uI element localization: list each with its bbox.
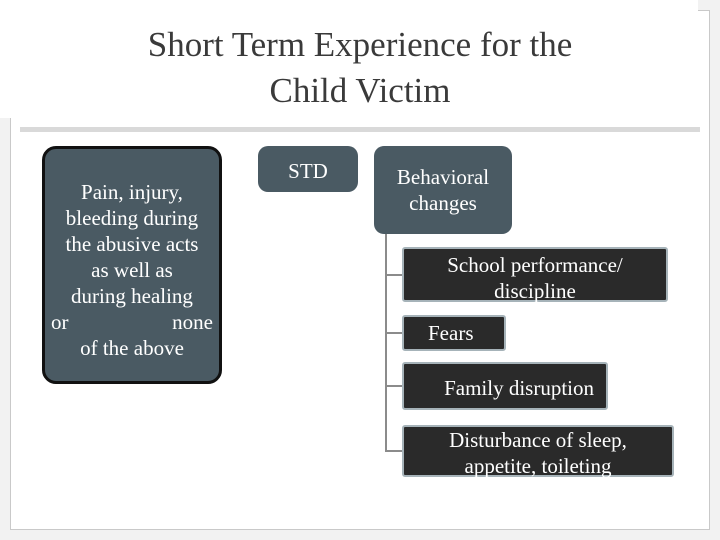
- std-box: [258, 146, 358, 192]
- fears-label: Fears: [428, 321, 474, 345]
- sleep-line-2: appetite, toileting: [464, 454, 612, 478]
- family-label: Family disruption: [444, 376, 594, 400]
- connector-fears: [385, 332, 402, 334]
- pain-line-6: [45, 309, 219, 335]
- pain-line-4: as well as: [91, 258, 173, 282]
- behavioral-changes-box: [374, 146, 512, 234]
- behavioral-line-1: Behavioral: [396, 165, 490, 189]
- pain-line-2: bleeding during: [65, 206, 199, 230]
- connector-sleep: [385, 450, 402, 452]
- behavioral-line-2: changes: [409, 191, 477, 215]
- title-divider: [20, 127, 700, 132]
- pain-line-7: of the above: [80, 336, 184, 360]
- pain-line-1: Pain, injury,: [81, 180, 183, 204]
- family-disruption-box: [402, 362, 608, 410]
- connector-vertical: [385, 234, 387, 452]
- connector-family: [385, 385, 402, 387]
- sleep-disturbance-box: [402, 425, 674, 477]
- pain-injury-box: [42, 146, 222, 384]
- school-line-2: discipline: [494, 279, 576, 303]
- connector-school: [385, 274, 402, 276]
- slide-title: [0, 22, 720, 114]
- title-line-2: Child Victim: [269, 71, 451, 110]
- fears-box: [402, 315, 506, 351]
- school-line-1: School performance/: [447, 253, 623, 277]
- std-label: STD: [288, 159, 328, 183]
- title-line-1: Short Term Experience for the: [147, 25, 573, 64]
- pain-line-3: the abusive acts: [65, 232, 199, 256]
- pain-or-word: or: [51, 310, 69, 334]
- school-performance-box: [402, 247, 668, 302]
- sleep-line-1: Disturbance of sleep,: [449, 428, 627, 452]
- pain-line-5: during healing: [71, 284, 193, 308]
- pain-none-word: none: [172, 310, 213, 334]
